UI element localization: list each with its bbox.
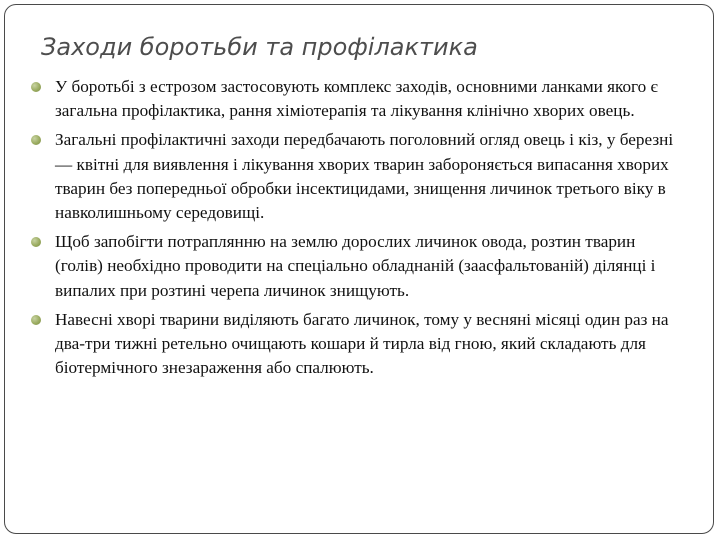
slide-frame bbox=[4, 4, 714, 534]
slide-title: Заходи боротьби та профілактика bbox=[41, 33, 478, 61]
bullet-list bbox=[27, 75, 687, 385]
bullet-item bbox=[27, 230, 687, 303]
bullet-item bbox=[27, 75, 687, 123]
bullet-item bbox=[27, 128, 687, 225]
round-bullet-icon bbox=[31, 237, 41, 247]
bullet-item bbox=[27, 308, 687, 381]
bullet-text: Навесні хворі тварини виділяють багато личинок, тому у весняні місяці один раз на два-три тижні ретельно очищають кошари й тирла від гною, який складають для біотермічного знезараження або спалюють. bbox=[55, 309, 669, 378]
bullet-text: Щоб запобігти потраплянню на землю дорослих личинок овода, розтин тварин (голів) необхідно проводити на спеціально обладнаній (заасфальтованій) ділянці і випалих при розтині черепа личинок знищують. bbox=[55, 232, 656, 300]
round-bullet-icon bbox=[31, 315, 41, 325]
round-bullet-icon bbox=[31, 82, 41, 92]
bullet-text: Загальні профілактичні заходи передбачають поголовний огляд овець і кіз, у березні — квітні для виявлення і лікування хворих тварин забороняється випасання хворих тварин без попередньої обробки інсектицидами, знищення личинок третього віку в навколишньому середовищі. bbox=[55, 130, 674, 223]
bullet-text: У боротьбі з естрозом застосовують комплекс заходів, основними ланками якого є загальна профілактика, рання хіміотерапія та лікування клінічно хворих овець. bbox=[55, 77, 658, 121]
round-bullet-icon bbox=[31, 135, 41, 145]
